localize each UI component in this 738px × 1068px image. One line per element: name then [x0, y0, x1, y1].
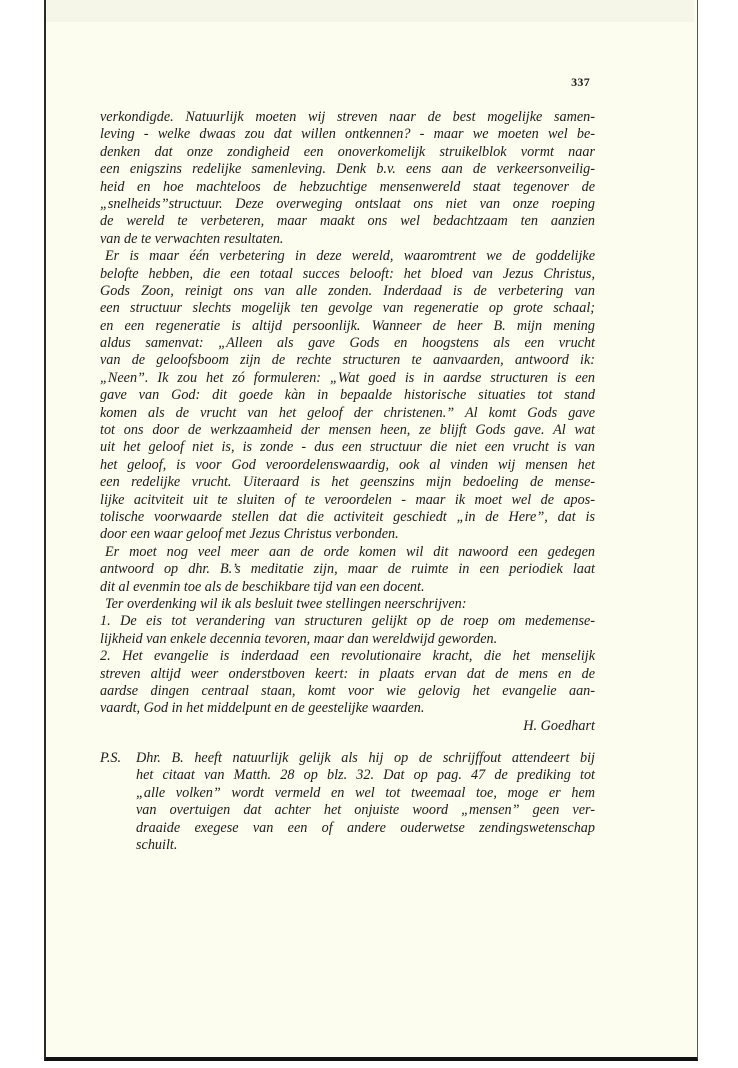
text-line: tot ons door de werkzaamheid der mensen heen, ze blijft Gods gave. Al wat — [100, 422, 595, 439]
text-line: verkondigde. Natuurlijk moeten wij streven naar de best mogelijke samen- — [100, 109, 595, 125]
text-line: komen als de vrucht van het geloof der christenen.” Al komt Gods gave — [100, 404, 595, 421]
article-body — [100, 109, 595, 735]
text-line: Er is maar één verbetering in deze wereld, waaromtrent we de goddelijke — [105, 248, 595, 265]
text-line: aardse dingen centraal staan, komt voor wie gelovig het evangelie aan- — [100, 682, 595, 699]
text-line: van de geloofsboom zijn de rechte structuren te aanvaarden, antwoord ik: — [100, 352, 595, 369]
paragraph — [100, 544, 595, 596]
text-line: Er moet nog veel meer aan de orde komen wil dit nawoord een gedegen — [105, 543, 595, 560]
text-line: „Neen”. Ik zou het zó formuleren: „Wat goed is in aardse structuren is een — [100, 369, 595, 386]
text-line: belofte hebben, die een totaal succes belooft: het bloed van Jezus Christus, — [100, 265, 595, 282]
text-line: antwoord op dhr. B.’s meditatie zijn, maar de ruimte in een periodiek laat — [100, 561, 595, 578]
paragraphs — [100, 109, 595, 718]
text-line: dit al evenmin toe als de beschikbare tijd van een docent. — [100, 578, 425, 595]
text-line: een redelijke vrucht. Uiteraard is het geenszins mijn bedoeling de mense- — [100, 474, 595, 491]
postscript-body — [136, 750, 595, 854]
text-line: Gods Zoon, reinigt ons van alle zonden. Inderdaad is de verbetering van — [100, 282, 595, 299]
author-signature: H. Goedhart — [523, 717, 595, 734]
text-line: tolische voorwaarde stellen dat die activiteit geschiedt „in de Here”, dat is — [100, 508, 595, 525]
text-line: 1. De eis tot verandering van structuren gelijkt op de roep om medemense- — [100, 613, 595, 630]
paragraph — [100, 109, 595, 248]
text-line: vaardt, God in het middelpunt en de geestelijke waarden. — [100, 700, 425, 717]
text-line: en een regeneratie is altijd persoonlijk. Wanneer de heer B. mijn mening — [100, 317, 595, 334]
text-line: gave van God: dit goede kàn in bepaalde historische situaties tot stand — [100, 387, 595, 404]
text-line: uit het geloof niet is, is zonde - dus een structuur die niet een vrucht is van — [100, 439, 595, 456]
paragraph — [100, 613, 595, 648]
text-line: leving - welke dwaas zou dat willen ontkennen? - maar we moeten wel be- — [100, 126, 595, 143]
postscript-line: „alle volken” wordt vermeld en wel tot tweemaal toe, moge er hem — [136, 784, 595, 801]
postscript-line: schuilt. — [136, 836, 178, 853]
paragraph — [100, 596, 595, 613]
text-line: een enigszins redelijke samenleving. Denk b.v. eens aan de verkeersonveilig- — [100, 161, 595, 178]
postscript-label: P.S. — [100, 750, 122, 766]
page-number: 337 — [571, 75, 590, 89]
text-line: aldus samenvat: „Alleen als gave Gods en hoogstens als een vrucht — [100, 335, 595, 352]
text-line: „snelheids”structuur. Deze overweging ontslaat ons niet van onze roeping — [100, 195, 595, 212]
text-line: een structuur slechts mogelijk ten gevolge van regeneratie op grote schaal; — [100, 300, 595, 317]
text-line: Ter overdenking wil ik als besluit twee stellingen neerschrijven: — [105, 595, 467, 612]
postscript-line: van overtuigen dat achter het onjuiste woord „mensen” geen ver- — [136, 802, 595, 819]
scan-artifact-band — [46, 0, 694, 22]
text-line: lijke acitviteit uit te sluiten of te veroordelen - maar ik moet wel de apos- — [100, 491, 595, 508]
text-line: van de te verwachten resultaten. — [100, 230, 284, 247]
text-line: 2. Het evangelie is inderdaad een revolutionaire kracht, die het menselijk — [100, 648, 595, 665]
paragraph — [100, 248, 595, 544]
postscript-line: het citaat van Matth. 28 op blz. 32. Dat op pag. 47 de prediking tot — [136, 767, 595, 784]
postscript-line: Dhr. B. heeft natuurlijk gelijk als hij op de schrijffout attendeert bij — [136, 750, 595, 766]
text-line: door een waar geloof met Jezus Christus verbonden. — [100, 526, 399, 543]
paragraph — [100, 648, 595, 718]
text-line: denken dat onze zondigheid een onoverkomelijk struikelblok vormt naar — [100, 143, 595, 160]
text-line: het geloof, is voor God veroordelenswaardig, ook al vinden wij mensen het — [100, 456, 595, 473]
text-line: lijkheid van enkele decennia tevoren, maar dan wereldwijd geworden. — [100, 630, 498, 647]
text-line: heid en hoe machteloos de hebzuchtige mensenwereld staat tegenover de — [100, 178, 595, 195]
text-line: de wereld te verbeteren, maar maakt ons wel bedachtzaam ten aanzien — [100, 213, 595, 230]
postscript — [100, 750, 595, 854]
text-line: streven altijd weer onderstboven keert: in plaats ervan dat de mens en de — [100, 665, 595, 682]
postscript-line: draaide exegese van een of andere ouderwetse zendingswetenschap — [136, 819, 595, 836]
